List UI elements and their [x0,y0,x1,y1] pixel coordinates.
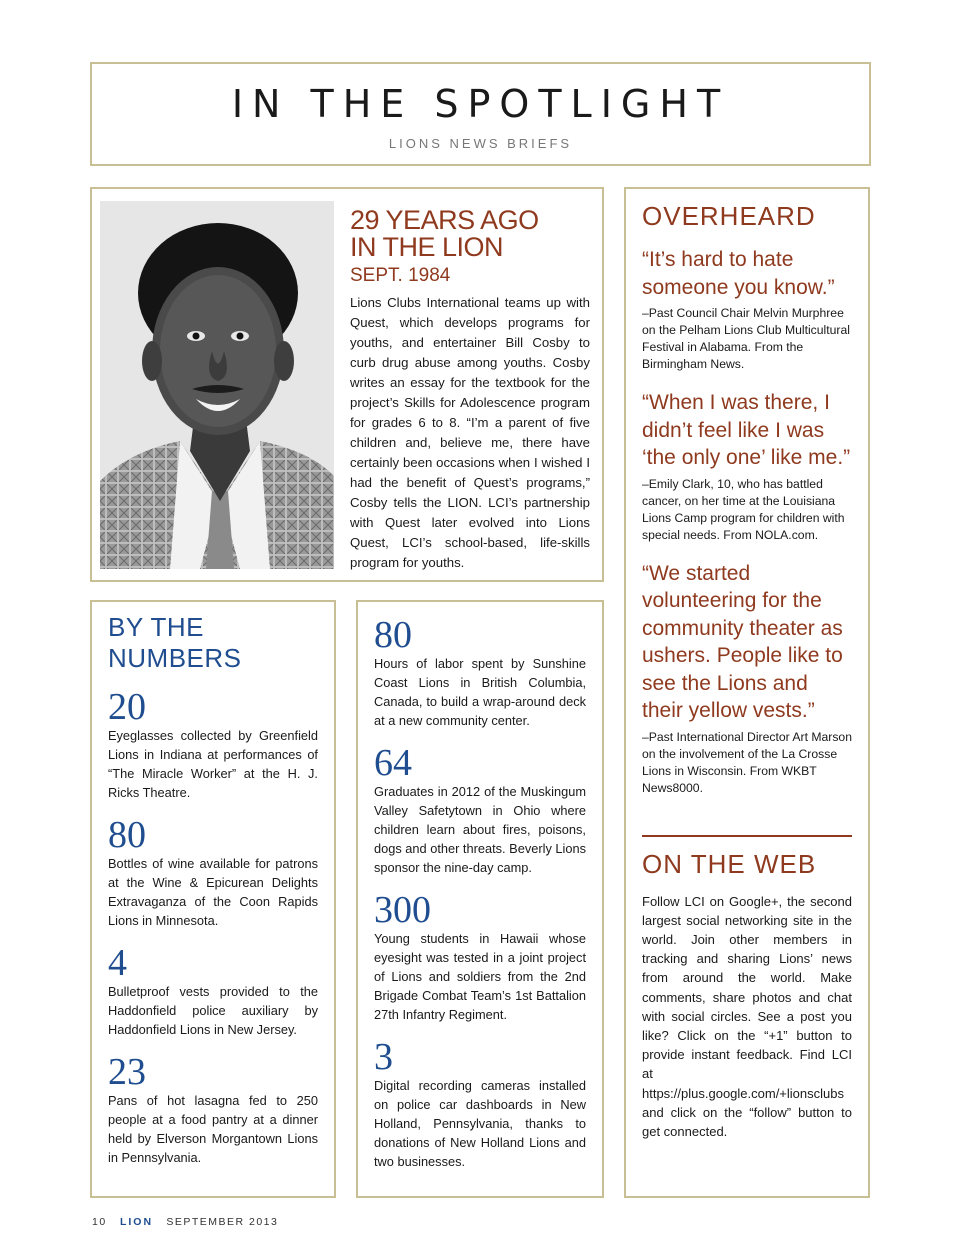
portrait-photo [100,201,334,569]
stat-value: 23 [108,1051,146,1093]
stat-item [374,891,586,1024]
stat-item [108,1053,318,1167]
spotlight-header [90,62,871,166]
stat-value: 80 [374,614,412,656]
stat-item [374,1038,586,1171]
stat-value: 4 [108,942,127,984]
portrait-illustration [100,201,334,569]
stat-value: 64 [374,742,412,784]
stat-description: Bulletproof vests provided to the Haddonfield police auxiliary by Haddonfield Lions in New Jersey. [108,984,318,1037]
stat-item [108,944,318,1039]
web-body: Follow LCI on Google+, the second largest social networking site in the world. Join other members in tracking and sharing Lions’ news from around the world. Make comments, share photos and chat with social circles. See a post you like? Click on the “+1” button to provide instant feedback. Find LCI at https://plus.google.com/+lionsclubs and click on the “follow” button to get connected. [642,893,852,1139]
stat-value: 20 [108,686,146,728]
page-title: IN THE SPOTLIGHT [231,82,730,126]
quote-attribution: –Past International Director Art Marson on the involvement of the La Crosse Lions in Wisconsin. From WKBT News8000. [642,729,852,795]
web-heading: ON THE WEB [642,848,817,879]
numbers-heading: BY THE NUMBERS [108,612,242,673]
quote-text: “When I was there, I didn’t feel like I was ‘the only one’ like me.” [642,391,851,469]
quote-text: “It’s hard to hate someone you know.” [642,248,835,299]
stat-description: Digital recording cameras installed on police car dashboards in New Holland, Pennsylvania, thanks to donations of New Holland Lions and two businesses. [374,1078,586,1169]
stat-description: Eyeglasses collected by Greenfield Lions in Indiana at performances of “The Miracle Worker” at the H. J. Ricks Theatre. [108,728,318,800]
stat-description: Young students in Hawaii whose eyesight was tested in a joint project of Lions and soldiers from the 2nd Brigade Combat Team’s 1st Battalion 27th Infantry Regiment. [374,931,586,1022]
page-subtitle: LIONS NEWS BRIEFS [388,136,573,151]
section-divider [642,835,852,837]
numbers-box-right [356,600,604,1198]
magazine-brand: LION [119,1216,154,1228]
stat-value: 80 [108,814,146,856]
quote-attribution: –Past Council Chair Melvin Murphree on the Pelham Lions Club Multicultural Festival in Alabama. From the Birmingham News. [642,306,850,371]
overheard-box [624,187,870,1198]
quote-attribution: –Emily Clark, 10, who has battled cancer, on her time at the Louisiana Lions Camp program for children with special needs. From NOLA.com. [642,476,845,542]
stat-description: Pans of hot lasagna fed to 250 people at a food pantry at a dinner held by Elverson Morgantown Lions in Pennsylvania. [108,1093,318,1165]
stat-value: 3 [374,1036,393,1078]
quote-item [642,560,852,797]
page-footer [92,1216,278,1228]
stat-value: 300 [374,889,431,931]
quote-item [642,389,852,544]
feature-body: Lions Clubs International teams up with Quest, which develops programs for youths, and entertainer Bill Cosby to curb drug abuse among youths. Cosby writes an essay for the textbook for the project’s Skills for Adolescence program for grades 6 to 8. “I’m a parent of five children and, believe me, there have certainly been occasions when I wished I had the benefit of Quest’s programs,” Cosby tells the LION. LCI’s partnership with Quest later evolved into Lions Quest, LCI’s school-based, life-skills program for youths. [350,295,590,570]
stat-description: Graduates in 2012 of the Muskingum Valley Safetytown in Ohio where children learn about fires, poisons, dogs and other threats. Beverly Lions sponsor the nine-day camp. [374,784,586,875]
feature-heading-line2: IN THE LION [350,232,504,262]
stat-description: Hours of labor spent by Sunshine Coast Lions in British Columbia, Canada, to build a wrap-around deck at a new community center. [374,656,586,728]
quote-text: “We started volunteering for the community theater as ushers. People like to see the Lions and their yellow vests.” [642,561,843,722]
feature-heading-line1: 29 YEARS AGO [350,205,539,235]
stat-item [108,688,318,802]
quote-item [642,246,852,373]
stat-item [374,744,586,877]
feature-box [90,187,604,582]
stat-description: Bottles of wine available for patrons at the Wine & Epicurean Delights Extravaganza of the Coon Rapids Lions in Minnesota. [108,856,318,928]
stat-item [374,616,586,730]
feature-date: SEPT. 1984 [350,265,451,286]
issue-date: SEPTEMBER 2013 [166,1216,279,1228]
page-number: 10 [92,1216,107,1228]
overheard-heading: OVERHEARD [642,201,816,231]
feature-text [350,207,590,573]
numbers-box-left [90,600,336,1198]
stat-item [108,816,318,930]
